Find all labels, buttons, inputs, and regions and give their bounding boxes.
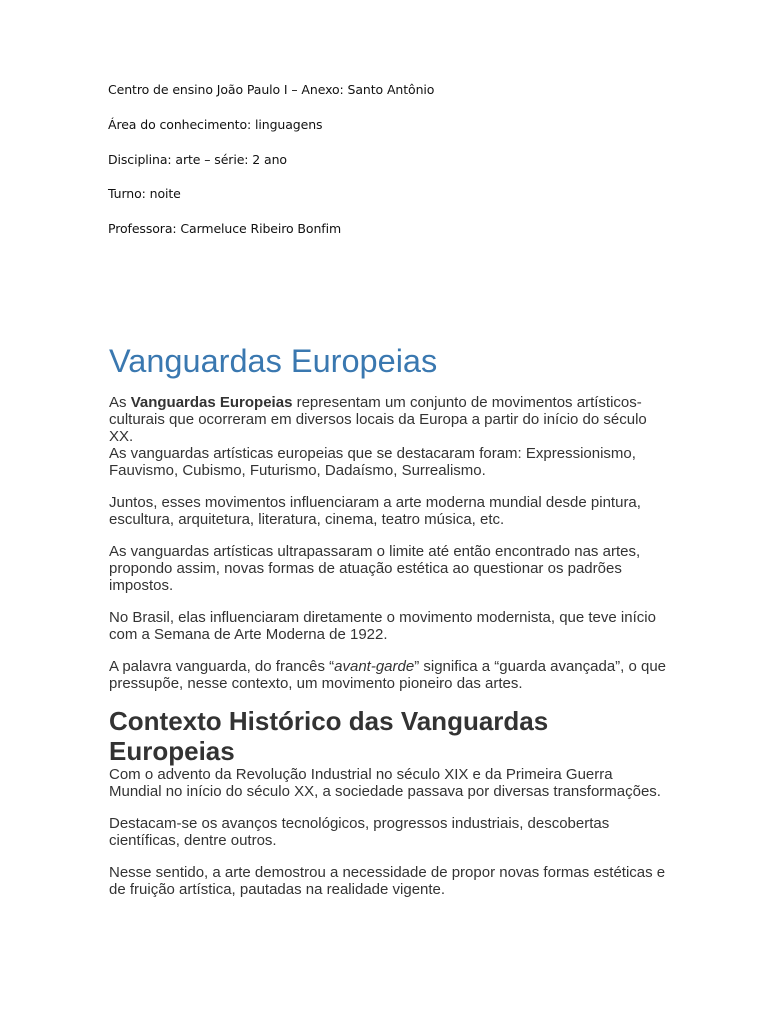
word-italic: avant-garde bbox=[334, 658, 415, 675]
advances-paragraph: Destacam-se os avanços tecnológicos, progressos industriais, descobertas científicas, dentre outros. bbox=[109, 815, 610, 849]
word-post: ” significa a “guarda avançada”, o que pressupõe, nesse contexto, um movimento pioneiro das artes. bbox=[109, 658, 667, 692]
knowledge-area: Área do conhecimento: linguagens bbox=[108, 117, 323, 132]
sense-paragraph: Nesse sentido, a arte demostrou a necessidade de propor novas formas estéticas e de fruição artística, pautadas na realidade vigente. bbox=[109, 864, 666, 898]
intro-post: representam um conjunto de movimentos artísticos-culturais que ocorreram em diversos locais da Europa a partir do início do século XX. bbox=[109, 394, 647, 445]
intro-paragraph bbox=[109, 394, 669, 479]
school-name: Centro de ensino João Paulo I – Anexo: Santo Antônio bbox=[108, 82, 435, 97]
word-paragraph bbox=[109, 658, 669, 692]
intro-bold: Vanguardas Europeias bbox=[130, 394, 293, 411]
article-title: Vanguardas Europeias bbox=[109, 343, 438, 379]
discipline: Disciplina: arte – série: 2 ano bbox=[108, 152, 287, 167]
section-title: Contexto Histórico das Vanguardas Europeias bbox=[109, 706, 549, 766]
intro-pre: As bbox=[109, 394, 131, 411]
word-pre: A palavra vanguarda, do francês “ bbox=[109, 658, 335, 675]
together-paragraph: Juntos, esses movimentos influenciaram a arte moderna mundial desde pintura, escultura, arquitetura, literatura, cinema, teatro música, etc. bbox=[109, 494, 641, 528]
limits-paragraph: As vanguardas artísticas ultrapassaram o limite até então encontrado nas artes, propondo assim, novas formas de atuação estética ao questionar os padrões impostos. bbox=[109, 543, 641, 594]
article-body bbox=[109, 340, 669, 913]
teacher: Professora: Carmeluce Ribeiro Bonfim bbox=[108, 221, 342, 236]
brasil-paragraph: No Brasil, elas influenciaram diretamente o movimento modernista, que teve início com a Semana de Arte Moderna de 1922. bbox=[109, 609, 656, 643]
shift: Turno: noite bbox=[108, 186, 181, 201]
context-paragraph: Com o advento da Revolução Industrial no século XIX e da Primeira Guerra Mundial no início do século XX, a sociedade passava por diversas transformações. bbox=[109, 766, 661, 800]
movements-text: As vanguardas artísticas europeias que se destacaram foram: Expressionismo, Fauvismo, Cubismo, Futurismo, Dadaísmo, Surrealismo. bbox=[109, 445, 636, 479]
